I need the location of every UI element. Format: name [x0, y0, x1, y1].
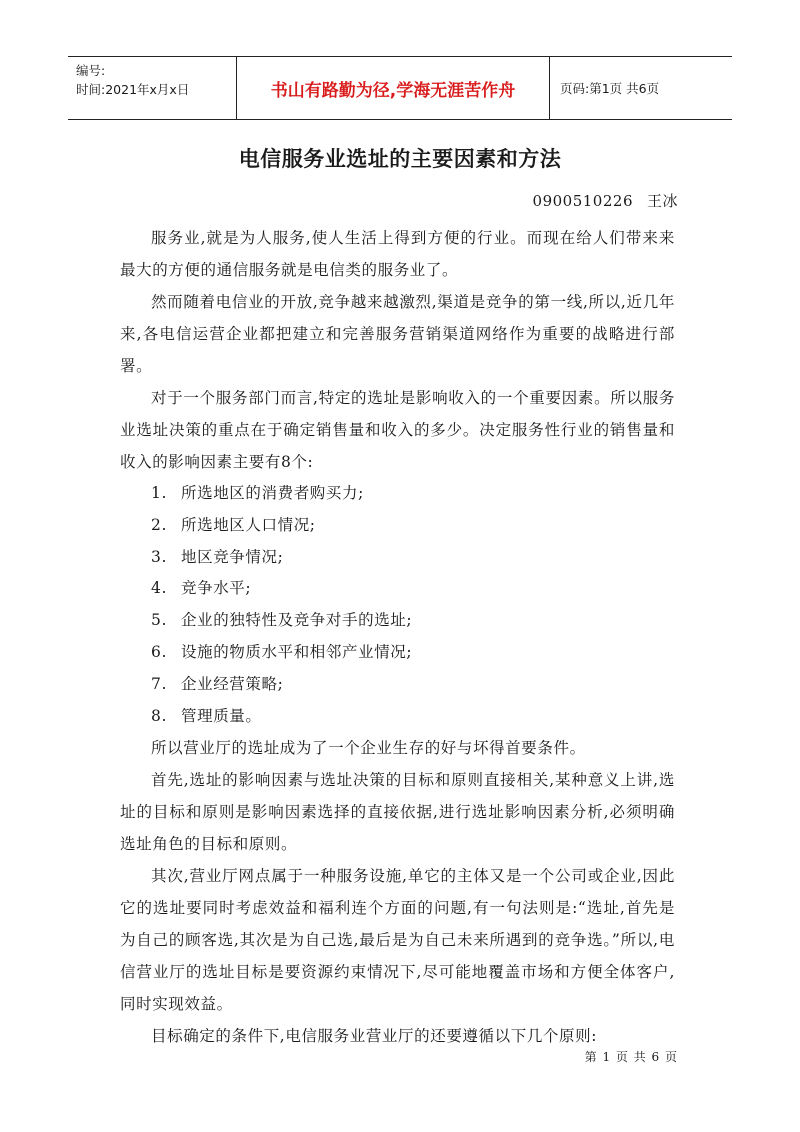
list-item — [151, 669, 675, 701]
list-item — [151, 637, 675, 669]
list-number: 3. — [151, 547, 167, 566]
header-page-label: 页码:第1页 共6页 — [560, 81, 660, 96]
list-item — [151, 573, 675, 605]
paragraph: 服务业,就是为人服务,使人生活上得到方便的行业。而现在给人们带来来最大的方便的通信服务就是电信类的服务业了。 — [120, 229, 675, 279]
paragraph: 其次,营业厅网点属于一种服务设施,单它的主体又是一个公司或企业,因此它的选址要同时考虑效益和福利连个方面的问题,有一句法则是:“选址,首先是为自己的顾客选,其次是为自己选,最后是为自己未来所遇到的竞争选。”所以,电信营业厅的选址目标是要资源约束情况下,尽可能地覆盖市场和方便全体客户,同时实现效益。 — [120, 867, 675, 1014]
author-name: 王冰 — [646, 192, 678, 210]
date-label: 时间:2021年x月x日 — [76, 82, 190, 97]
page-header — [68, 56, 732, 120]
list-text: 企业经营策略; — [181, 674, 284, 693]
list-number: 1. — [151, 484, 167, 502]
paragraph: 目标确定的条件下,电信服务业营业厅的还要遵循以下几个原则: — [151, 1027, 598, 1046]
author-line — [533, 190, 678, 211]
document-body — [120, 222, 675, 1052]
list-number: 4. — [151, 579, 167, 598]
list-item — [151, 478, 675, 510]
list-number: 8. — [151, 706, 167, 725]
paragraph: 首先,选址的影响因素与选址决策的目标和原则直接相关,某种意义上讲,选址的目标和原则是影响因素选择的直接依据,进行选址影响因素分析,必须明确选址角色的目标和原则。 — [120, 771, 675, 854]
list-text: 管理质量。 — [181, 706, 262, 725]
list-text: 所选地区的消费者购买力; — [181, 484, 364, 502]
list-item — [151, 701, 675, 733]
list-item — [151, 542, 675, 574]
header-motto: 书山有路勤为径,学海无涯苦作舟 — [236, 57, 550, 119]
header-meta — [68, 57, 236, 119]
list-text: 竞争水平; — [181, 579, 252, 598]
paragraph: 对于一个服务部门而言,特定的选址是影响收入的一个重要因素。所以服务业选址决策的重点在于确定销售量和收入的多少。决定服务性行业的销售量和收入的影响因素主要有8个: — [120, 389, 675, 471]
list-number: 5. — [151, 611, 167, 630]
list-item — [151, 605, 675, 637]
list-text: 地区竞争情况; — [181, 547, 284, 566]
list-item — [151, 510, 675, 542]
document-title: 电信服务业选址的主要因素和方法 — [238, 147, 562, 171]
page-footer: 第 1 页 共 6 页 — [584, 1050, 678, 1064]
paragraph: 所以营业厅的选址成为了一个企业生存的好与坏得首要条件。 — [151, 739, 586, 758]
list-number: 6. — [151, 642, 167, 661]
list-text: 企业的独特性及竞争对手的选址; — [181, 611, 413, 630]
list-number: 7. — [151, 674, 167, 693]
list-number: 2. — [151, 515, 167, 534]
list-text: 设施的物质水平和相邻产业情况; — [181, 642, 413, 661]
paragraph: 然而随着电信业的开放,竞争越来越激烈,渠道是竞争的第一线,所以,近几年来,各电信运营企业都把建立和完善服务营销渠道网络作为重要的战略进行部署。 — [120, 293, 675, 375]
student-id: 0900510226 — [532, 192, 633, 210]
list-text: 所选地区人口情况; — [181, 515, 316, 534]
code-label: 编号: — [76, 63, 106, 78]
